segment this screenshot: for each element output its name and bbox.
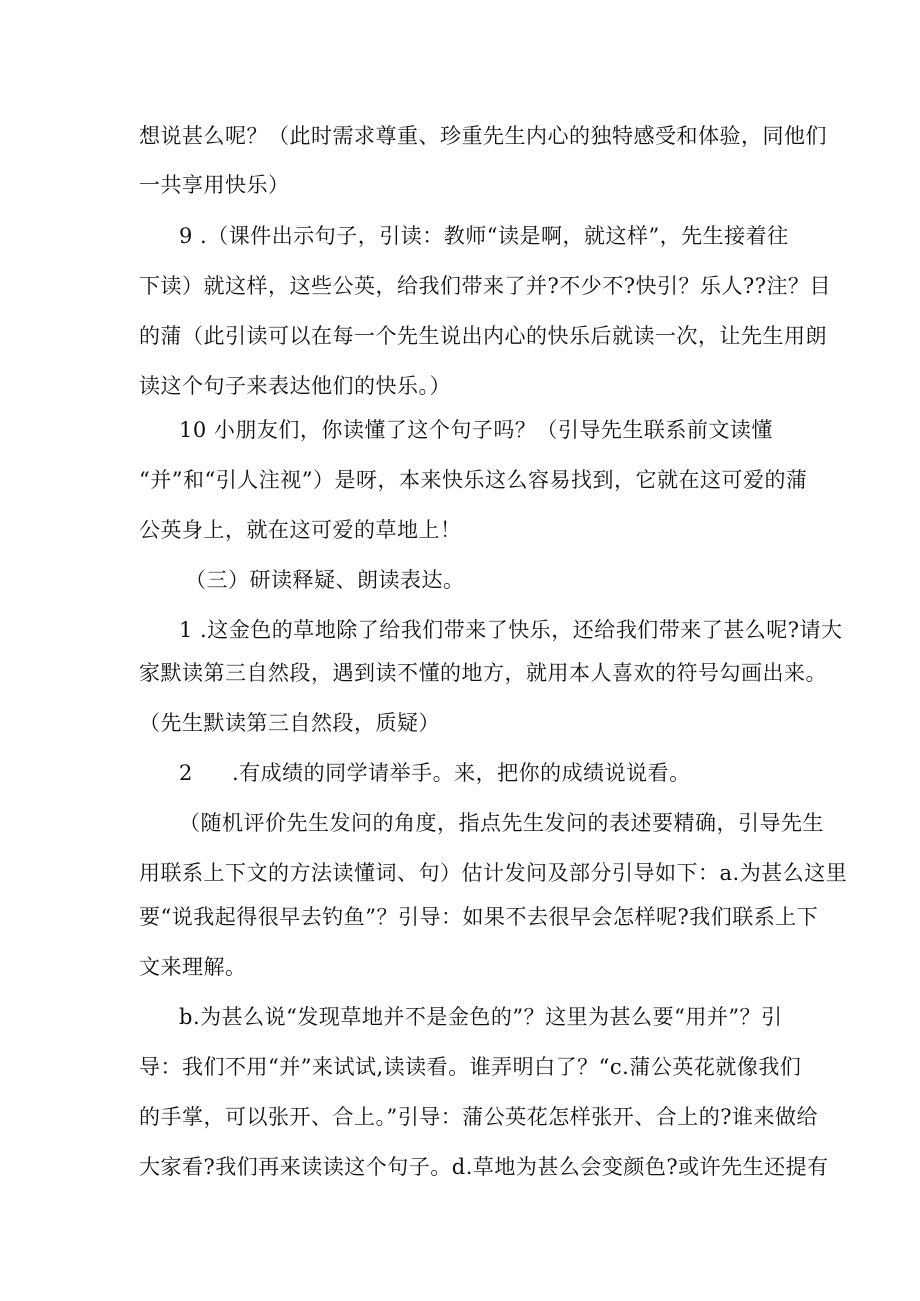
text-line-19: b.为甚么说“发现草地并不是金色的”？这里为甚么要“用并”？引 [179,1005,783,1029]
text-line-1: 想说甚么呢？（此时需求尊重、珍重先生内心的独特感受和体验，同他们 [139,124,827,148]
text-line-9: 公英身上，就在这可爱的草地上！ [139,518,462,542]
text-line-15: （随机评价先生发问的角度，指点先生发问的表述要精确，引导先生 [179,811,824,835]
text-line-2: 一共享用快乐） [139,173,290,197]
text-line-21: 的手掌，可以张开、合上。”引导：蒲公英花怎样张开、合上的?谁来做给 [139,1105,818,1129]
text-line-18: 文来理解。 [139,955,247,979]
text-line-8: “并”和“引人注视”）是呀，本来快乐这么容易找到，它就在这可爱的蒲 [139,468,808,492]
text-line-6: 读这个句子来表达他们的快乐。） [139,374,451,398]
text-line-5: 的蒲（此引读可以在每一个先生说出内心的快乐后就读一次，让先生用朗 [139,324,827,348]
text-line-3: 9 .（课件出示句子，引读：教师“读是啊，就这样”，先生接着往 [179,224,789,248]
text-line-14: .有成绩的同学请举手。来，把你的成绩说说看。 [232,761,691,785]
text-line-22: 大家看?我们再来读读这个句子。d.草地为甚么会变颜色?或许先生还提有 [139,1155,829,1179]
text-line-17: 要“说我起得很早去钓鱼”？引导：如果不去很早会怎样呢?我们联系上下 [139,905,819,929]
text-line-4: 下读）就这样，这些公英，给我们带来了并?不少不?快引？乐人??注？目 [139,274,832,298]
text-line-20: 导：我们不用“并”来试试,读读看。谁弄明白了？“c.蒲公英花就像我们 [139,1055,802,1079]
section-heading: （三）研读释疑、朗读表达。 [185,568,465,592]
text-line-12: 家默读第三自然段，遇到读不懂的地方，就用本人喜欢的符号勾画出来。 [139,661,827,685]
text-line-13: （先生默读第三自然段，质疑） [139,711,440,735]
text-line-11: 1 .这金色的草地除了给我们带来了快乐，还给我们带来了甚么呢?请大 [179,618,843,642]
text-line-7: 10 小朋友们，你读懂了这个句子吗？（引导先生联系前文读懂 [179,418,773,442]
text-line-16: 用联系上下文的方法读懂词、句）估计发问及部分引导如下：a.为甚么这里 [139,861,848,885]
item-number-2: 2 [179,761,193,785]
